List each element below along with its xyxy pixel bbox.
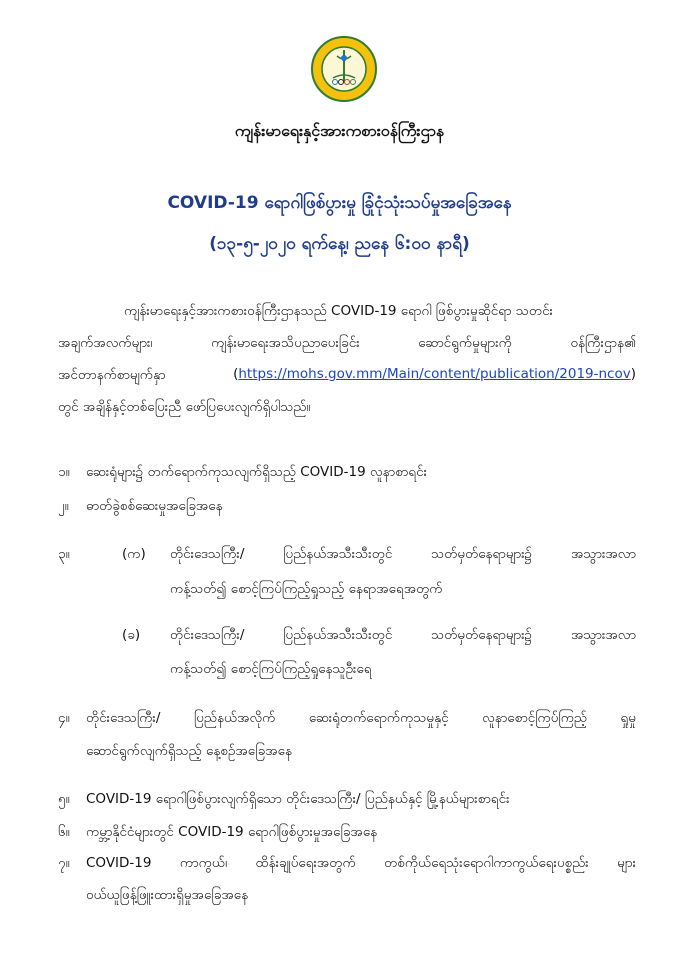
- item-3a-label: (က): [122, 546, 146, 562]
- item-4-number: ၄။: [58, 710, 70, 726]
- intro-line-3-prefix: အင်တာနက်စာမျက်နှာ: [58, 367, 166, 383]
- item-7-number: ၇။: [58, 855, 70, 871]
- item-2-text: ဓာတ်ခွဲစစ်ဆေးမှုအခြေအနေ: [86, 498, 223, 514]
- item-4-line-1: တိုင်းဒေသကြီး/ ပြည်နယ်အလိုက် ဆေးရုံတက်ရောက်ကုသမှုနှင့် လူနာစောင့်ကြပ်ကြည့် ရှုမှု: [86, 710, 636, 726]
- item-7-line-2: ဝယ်ယူဖြန့်ဖြူးထားရှိမှုအခြေအနေ: [86, 887, 249, 903]
- intro-line-2: အချက်အလက်များ၊ ကျန်းမာရေးအသိပညာပေးခြင်း ဆောင်ရွက်မှုများကို ဝန်ကြီးဌာန၏: [58, 335, 636, 351]
- item-6-number: ၆။: [58, 824, 70, 840]
- item-7-line-1: COVID-19 ကာကွယ်၊ ထိန်းချုပ်ရေးအတွက် တစ်ကိုယ်ရေသုံးရောဂါကာကွယ်ရေးပစ္စည်း များ: [86, 855, 636, 871]
- mohs-link[interactable]: https://mohs.gov.mm/Main/content/publication/2019-ncov: [238, 366, 631, 382]
- ministry-logo: [311, 36, 377, 102]
- item-1-number: ၁။: [58, 464, 70, 480]
- item-5-number: ၅။: [58, 791, 70, 807]
- intro-line-4: တွင် အချိန်နှင့်တစ်ပြေးညီ ဖော်ပြပေးလျက်ရှိပါသည်။: [58, 399, 311, 415]
- page-date: (၁၃-၅-၂၀၂၀ ရက်နေ့၊ ညနေ ၆:၀၀ နာရီ): [209, 234, 470, 254]
- item-6-text: ကမ္ဘာ့နိုင်ငံများတွင် COVID-19 ရောဂါဖြစ်ပွားမှုအခြေအနေ: [86, 824, 378, 840]
- item-2-number: ၂။: [58, 498, 69, 514]
- link-open-paren: (: [233, 366, 239, 382]
- item-3a-line-2: ကန့်သတ်၍ စောင့်ကြပ်ကြည့်ရှုသည့် နေရာအရေအတွက်: [170, 581, 443, 597]
- ministry-of-health-and-sports-seal-icon: [311, 36, 377, 102]
- link-close-paren: ): [630, 366, 636, 382]
- item-3b-label: (ခ): [122, 627, 141, 643]
- ministry-name: ကျန်းမာရေးနှင့်အားကစားဝန်ကြီးဌာန: [234, 121, 445, 140]
- page-title: COVID-19 ရောဂါဖြစ်ပွားမှု ခြုံငုံသုံးသပ်မှုအခြေအနေ: [167, 193, 512, 213]
- item-4-line-2: ဆောင်ရွက်လျက်ရှိသည့် နေ့စဉ်အခြေအနေ: [86, 743, 292, 759]
- item-3b-line-1: တိုင်းဒေသကြီး/ ပြည်နယ်အသီးသီးတွင် သတ်မှတ်နေရာများ၌ အသွားအလာ: [170, 627, 636, 643]
- intro-line-1: ကျန်းမာရေးနှင့်အားကစားဝန်ကြီးဌာနသည် COVID-19 ရောဂါ ဖြစ်ပွားမှုဆိုင်ရာ သတင်း: [124, 303, 553, 319]
- item-3b-line-2: ကန့်သတ်၍ စောင့်ကြပ်ကြည့်ရှုနေသူဦးရေ: [170, 661, 372, 677]
- item-1-text: ဆေးရုံများ၌ တက်ရောက်ကုသလျက်ရှိသည့် COVID-19 လူနာစာရင်း: [86, 464, 428, 480]
- mohs-link-wrapper: [233, 366, 636, 382]
- item-3a-line-1: တိုင်းဒေသကြီး/ ပြည်နယ်အသီးသီးတွင် သတ်မှတ်နေရာများ၌ အသွားအလာ: [170, 546, 636, 562]
- item-5-text: COVID-19 ရောဂါဖြစ်ပွားလျက်ရှိသော တိုင်းဒေသကြီး/ ပြည်နယ်နှင့် မြို့နယ်များစာရင်း: [86, 791, 510, 807]
- item-3-number: ၃။: [58, 546, 70, 562]
- intro-line-3: [58, 366, 636, 386]
